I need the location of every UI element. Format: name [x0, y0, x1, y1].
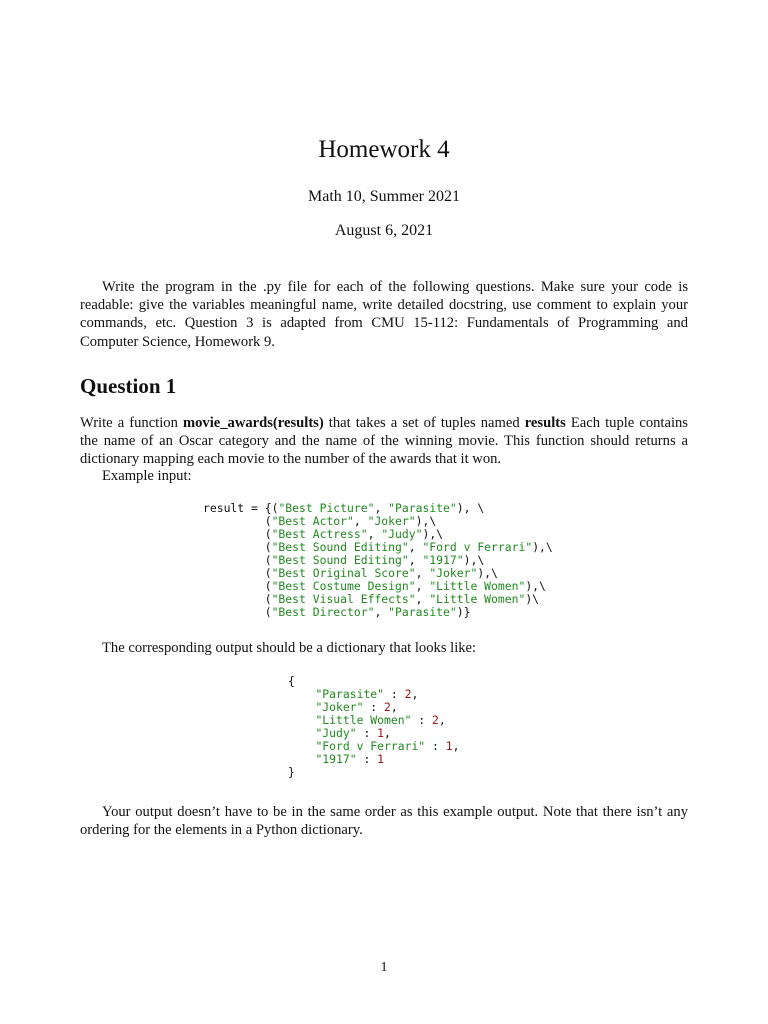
output-entry-line: "Little Women" : 2,	[315, 713, 446, 727]
output-entry-line: "Joker" : 2,	[315, 700, 398, 714]
output-label: The corresponding output should be a dictionary that looks like:	[102, 640, 477, 656]
tuple-movie: "Little Women"	[429, 592, 526, 606]
tuple-movie: "Ford v Ferrari"	[422, 540, 533, 554]
output-movie: "Joker"	[315, 700, 364, 714]
tuple-category: "Best Director"	[271, 605, 375, 619]
document-title: Homework 4	[318, 136, 450, 163]
date-line: August 6, 2021	[334, 222, 434, 239]
q1-param-name: results	[524, 415, 566, 431]
output-count: 1	[445, 739, 453, 753]
output-movie: "Ford v Ferrari"	[315, 739, 426, 753]
output-count: 1	[377, 726, 385, 740]
example-input-label: Example input:	[102, 468, 192, 484]
q1-text-rest: Each tuple contains the name of an Oscar category and the name of the winning movie. This function should returns a dictionary mapping each movie to the number of the awards that it won.	[80, 415, 688, 468]
input-tuple-line: ("Best Original Score", "Joker"),\	[203, 566, 498, 580]
intro-paragraph: Write the program in the .py file for each of the following questions. Make sure your code is readable: give the variables meaningful name, write detailed docstring, use comment to explain your commands, etc. Question 3 is adapted from CMU 15-112: Fundamentals of Programming and Computer Science, Homework 9.	[80, 279, 688, 350]
tuple-movie: "Joker"	[429, 566, 478, 580]
tuple-category: "Best Visual Effects"	[271, 592, 416, 606]
input-tuple-line: ("Best Sound Editing", "1917"),\	[203, 553, 485, 567]
output-entry-line: "Judy" : 1,	[315, 726, 391, 740]
tuple-movie: "1917"	[422, 553, 464, 567]
input-tuple-line: ("Best Actor", "Joker"),\	[203, 514, 437, 528]
tuple-category: "Best Sound Editing"	[271, 540, 409, 554]
tuple-movie: "Judy"	[381, 527, 423, 541]
tuple-movie: "Little Women"	[429, 579, 526, 593]
tuple-category: "Best Actress"	[271, 527, 368, 541]
course-line: Math 10, Summer 2021	[308, 188, 460, 205]
tuple-movie: "Joker"	[367, 514, 416, 528]
output-movie: "Judy"	[315, 726, 357, 740]
tuple-category: "Best Actor"	[271, 514, 354, 528]
closing-paragraph: Your output doesn’t have to be in the same order as this example output. Note that there isn’t any ordering for the elements in a Python dictionary.	[80, 804, 688, 839]
output-movie: "Little Women"	[315, 713, 412, 727]
input-tuple-line: ("Best Visual Effects", "Little Women")\	[203, 592, 540, 606]
q1-text-before-fn: Write a function	[80, 415, 183, 431]
output-entry-line: "Parasite" : 2,	[315, 687, 419, 701]
output-count: 2	[384, 700, 391, 714]
page-number: 1	[380, 960, 388, 975]
output-movie: "1917"	[315, 752, 357, 766]
q1-text-after-fn: that takes a set of tuples named	[323, 415, 525, 431]
input-tuple-line: ("Best Costume Design", "Little Women"),\	[203, 579, 546, 593]
output-entry-line: "1917" : 1	[315, 752, 385, 766]
output-count: 2	[432, 713, 439, 727]
tuple-movie: "Parasite"	[388, 605, 457, 619]
q1-function-name: movie_awards(results)	[182, 415, 324, 431]
example-output-code: { "Parasite" : 2, "Joker" : 2, "Little Women" : 2, "Judy" : 1, "Ford v Ferrari" : 1, "1917" : 1 }	[288, 674, 460, 779]
tuple-category: "Best Picture"	[278, 501, 375, 515]
input-tuple-line: ("Best Director", "Parasite")}	[203, 605, 471, 619]
input-tuple-line: ("Best Sound Editing", "Ford v Ferrari"),\	[203, 540, 553, 554]
tuple-category: "Best Sound Editing"	[271, 553, 409, 567]
tuple-category: "Best Costume Design"	[271, 579, 416, 593]
output-count: 1	[377, 752, 385, 766]
output-entry-line: "Ford v Ferrari" : 1,	[315, 739, 460, 753]
tuple-category: "Best Original Score"	[271, 566, 416, 580]
output-count: 2	[404, 687, 412, 701]
input-tuple-line: result = {("Best Picture", "Parasite"), \	[203, 501, 485, 515]
output-movie: "Parasite"	[315, 687, 385, 701]
tuple-movie: "Parasite"	[388, 501, 457, 515]
question-1-heading: Question 1	[80, 374, 177, 398]
input-tuple-line: ("Best Actress", "Judy"),\	[203, 527, 444, 541]
question-1-text	[80, 414, 688, 469]
example-input-code	[203, 502, 553, 619]
